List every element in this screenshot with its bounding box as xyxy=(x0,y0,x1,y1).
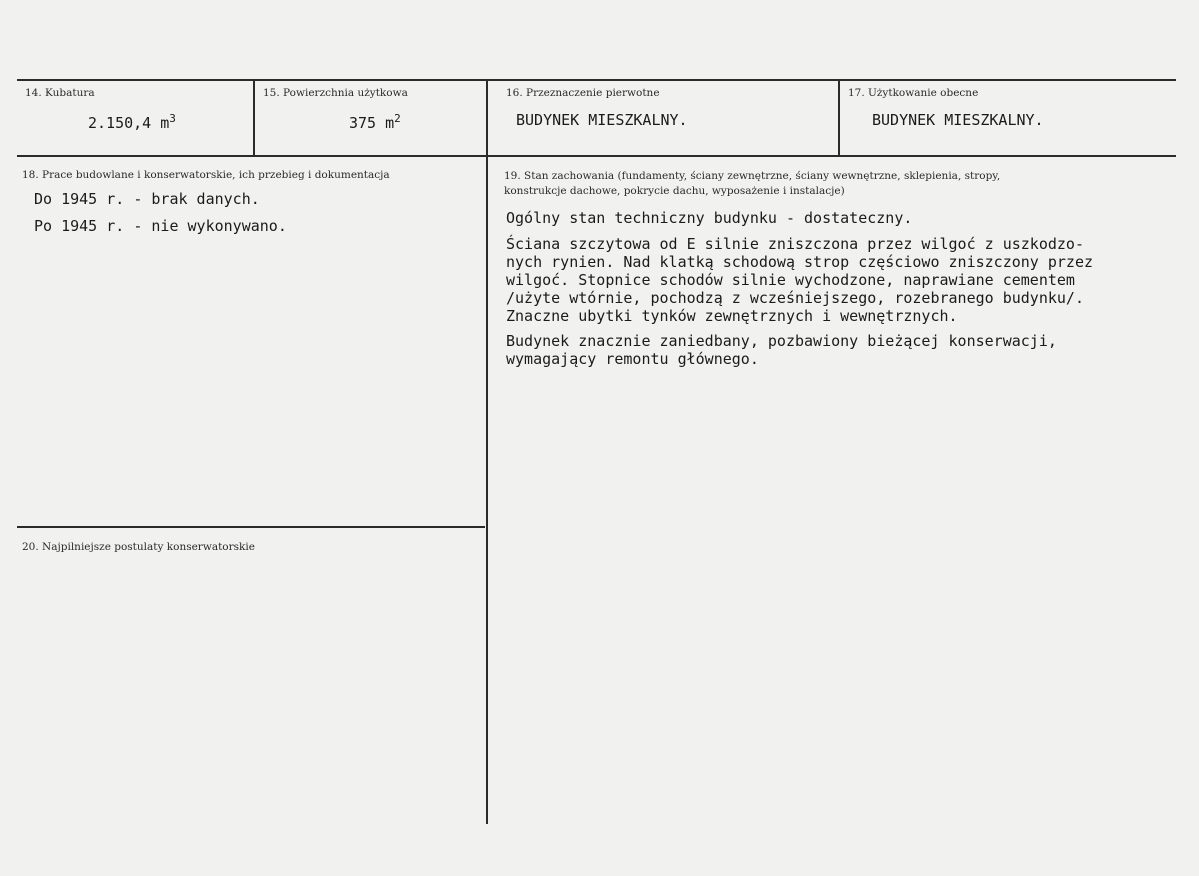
top-row-top-border xyxy=(17,79,1176,81)
field-19-paragraph-2 xyxy=(506,235,1186,325)
divider-16-17 xyxy=(838,79,840,156)
text-line: wymagający remontu głównego. xyxy=(506,350,759,368)
text-line: Znaczne ubytki tynków zewnętrznych i wewnętrznych. xyxy=(506,307,958,325)
text-line: wilgoć. Stopnice schodów silnie wychodzone, naprawiane cementem xyxy=(506,271,1075,289)
field-15-exponent: 2 xyxy=(394,112,401,125)
text-line: /użyte wtórnie, pochodzą z wcześniejszego, rozebranego budynku/. xyxy=(506,289,1084,307)
field-18-line-1: Do 1945 r. - brak danych. xyxy=(34,190,260,208)
field-17-label: 17. Użytkowanie obecne xyxy=(848,87,979,99)
field-18-label: 18. Prace budowlane i konserwatorskie, ich przebieg i dokumentacja xyxy=(22,169,390,181)
field-16-label: 16. Przeznaczenie pierwotne xyxy=(506,87,660,99)
field-14-number: 2.150,4 m xyxy=(88,114,170,132)
field-15-number: 375 m xyxy=(349,114,395,132)
text-line: Ściana szczytowa od E silnie zniszczona przez wilgoć z uszkodzo- xyxy=(506,235,1084,253)
field-19-label-line-2: konstrukcje dachowe, pokrycie dachu, wyposażenie i instalacje) xyxy=(504,185,845,197)
field-16-value: BUDYNEK MIESZKALNY. xyxy=(516,111,688,129)
field-15-value xyxy=(349,112,401,132)
field-15-label: 15. Powierzchnia użytkowa xyxy=(263,87,408,99)
field-19-paragraph-3 xyxy=(506,332,1186,368)
text-line: Ogólny stan techniczny budynku - dostateczny. xyxy=(506,209,913,227)
field-19-label-line-1: 19. Stan zachowania (fundamenty, ściany zewnętrzne, ściany wewnętrzne, sklepienia, stropy, xyxy=(504,170,1001,182)
text-line: nych rynien. Nad klatką schodową strop częściowo zniszczony przez xyxy=(506,253,1093,271)
top-row-bottom-border xyxy=(17,155,1176,157)
section-18-20-divider xyxy=(17,526,485,528)
main-column-divider xyxy=(486,79,488,824)
field-19-paragraph-1 xyxy=(506,209,1186,227)
field-14-exponent: 3 xyxy=(169,112,176,125)
text-line: Budynek znacznie zaniedbany, pozbawiony bieżącej konserwacji, xyxy=(506,332,1057,350)
field-14-label: 14. Kubatura xyxy=(25,87,95,99)
field-17-value: BUDYNEK MIESZKALNY. xyxy=(872,111,1044,129)
divider-14-15 xyxy=(253,79,255,156)
field-14-value xyxy=(88,112,176,132)
field-20-label: 20. Najpilniejsze postulaty konserwatorskie xyxy=(22,541,255,553)
field-18-line-2: Po 1945 r. - nie wykonywano. xyxy=(34,217,287,235)
